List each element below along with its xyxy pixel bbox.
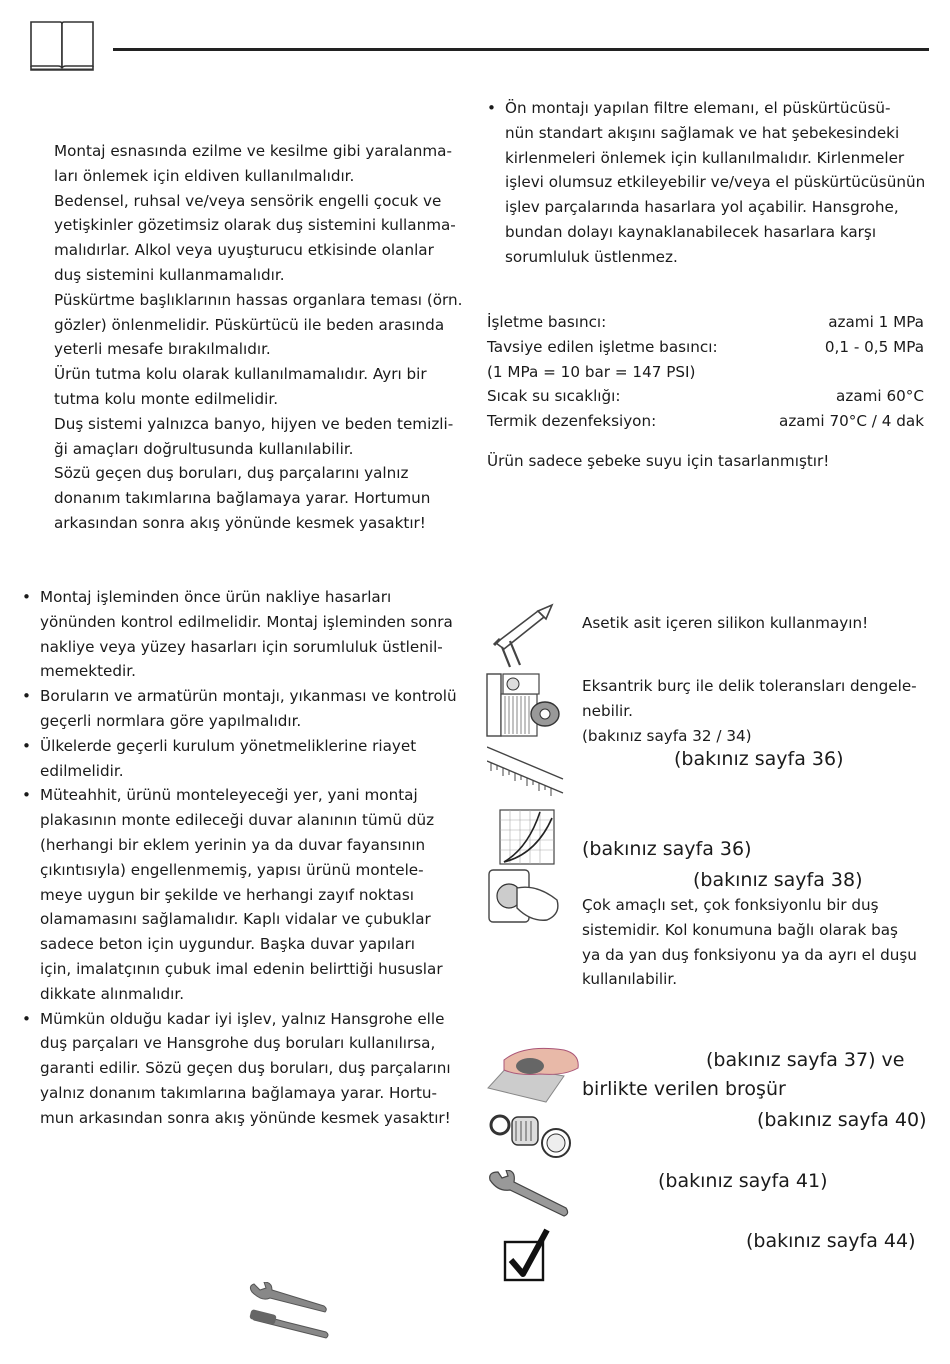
function-text: Çok amaçlı set, çok fonksiyonlu bir duş sistemidir. Kol konumuna bağlı olarak baş ya da yan duş fonksiyonu ya da ayrı el duşu kullanılabilir. xyxy=(582,896,917,989)
spec-value: azami 1 MPa xyxy=(828,313,924,331)
spec-row xyxy=(487,360,924,385)
filter-section xyxy=(487,96,932,270)
ruler-icon xyxy=(487,745,567,805)
spec-label: Tavsiye edilen işletme basıncı: xyxy=(487,337,718,356)
safety-paragraph: Ürün tutma kolu olarak kullanılmamalıdır. Ayrı bir tutma kolu monte edilmelidir. xyxy=(54,365,427,408)
spec-label: Termik dezenfeksiyon: xyxy=(487,412,657,431)
eccentric-note: Eksantrik burç ile delik toleransları dengele- nebilir. (bakınız sayfa 32 / 34) xyxy=(582,677,917,745)
header-rule xyxy=(113,48,929,51)
spec-value: azami 70°C / 4 dak xyxy=(779,412,924,431)
aerator-parts-icon xyxy=(488,1107,574,1163)
eccentric-fitting-icon xyxy=(485,670,565,742)
checkmark-icon xyxy=(503,1228,551,1284)
cleaning-ref: (bakınız sayfa 37) ve xyxy=(706,1049,905,1071)
spec-row xyxy=(487,310,924,335)
spec-row xyxy=(487,335,924,360)
filter-bullet: • Ön montajı yapılan filtre elemanı, el püskürtücüsü- nün standart akışını sağlamak ve hat şebekesindeki kirlenmeleri önlemek için kullanılmalıdır. Kirlenmeler işlevi olumsuz etkileyebilir ve/veya el püskürtücüsünün işlev parçalarında hasarlara yol açabilir. Hansgrohe, bundan dolayı kaynaklanabilecek hasarlara karşı sorumluluk üstlenmez. xyxy=(487,96,932,270)
spec-value: 0,1 - 0,5 MPa xyxy=(824,337,924,356)
mounting-bullet: • Ülkelerde geçerli kurulum yönetmeliklerine riayet edilmelidir. xyxy=(22,734,472,784)
mounting-bullet: • Montaj işleminden önce ürün nakliye hasarları yönünden kontrol edilmelidir. Montaj işleminden sonra nakliye veya yüzey hasarları için sorumluluk üstlenil- memektedir. xyxy=(22,585,472,684)
safety-section xyxy=(54,139,474,536)
cleaning-brochure: birlikte verilen broşür xyxy=(582,1078,786,1100)
tools-icon xyxy=(246,1282,330,1340)
mounting-bullet: • Müteahhit, ürünü monteleyeceği yer, yani montaj plakasının monte edileceği duvar alanının tümü düz (herhangi bir eklem yerinin ya da duvar fayansının çıkıntısıyla) engellenmemiş, yapısı ürünü montele- meye uygun bir şekilde ve herhangi zayıf noktası olamamasını sağlamalıdır. Kaplı vidalar ve çubuklar sadece beton için uygundur. Başka duvar yapıları için, imalatçının çubuk imal edenin belirttiği hususlar dikkate alınmalıdır. xyxy=(22,783,472,1006)
safety-paragraph: Montaj esnasında ezilme ve kesilme gibi yaralanma- ları önlemek için eldiven kullanılmalıdır. xyxy=(54,142,452,185)
silicone-gun-icon xyxy=(490,603,560,671)
flow-ref: (bakınız sayfa 36) xyxy=(582,838,752,860)
safety-paragraph: Püskürtme başlıklarının hassas organlara teması (örn. gözler) önlenmelidir. Püskürtücü ile beden arasında yeterli mesafe bırakılmalıdır. xyxy=(54,290,463,359)
handle-operation-icon xyxy=(487,866,563,926)
specs-table xyxy=(487,310,924,474)
silicone-note: Asetik asit içeren silikon kullanmayın! xyxy=(582,614,869,632)
spec-row xyxy=(487,409,924,434)
cleaning-hand-icon xyxy=(484,1036,584,1104)
wrench-icon xyxy=(486,1170,570,1222)
flow-chart-icon xyxy=(498,808,556,866)
supply-note: Ürün sadece şebeke suyu için tasarlanmıştır! xyxy=(487,451,830,470)
mounting-bullet: • Mümkün olduğu kadar iyi işlev, yalnız Hansgrohe elle duş parçaları ve Hansgrohe duş boruları kullanılırsa, garanti edilir. Sözü geçen duş boruları, duş parçalarını yalnız donanım takımlarına bağlamaya yarar. Hortu- mun arkasından sonra akış yönünde kesmek yasaktır! xyxy=(22,1007,472,1131)
safety-paragraph: Duş sistemi yalnızca banyo, hijyen ve beden temizli- ği amaçları doğrultusunda kullanılabilir. xyxy=(54,414,454,458)
service-ref: (bakınız sayfa 41) xyxy=(658,1170,828,1192)
parts-ref: (bakınız sayfa 40) xyxy=(757,1109,927,1131)
dimensions-ref: (bakınız sayfa 36) xyxy=(674,748,844,770)
spec-value: azami 60°C xyxy=(836,387,924,406)
spec-label: İşletme basıncı: xyxy=(487,313,607,331)
spec-label: Sıcak su sıcaklığı: xyxy=(487,387,621,406)
mounting-bullet: • Boruların ve armatürün montajı, yıkanması ve kontrolü geçerli normlara göre yapılmalıdır. xyxy=(22,684,472,734)
test-ref: (bakınız sayfa 44) xyxy=(746,1230,916,1252)
function-ref: (bakınız sayfa 38) xyxy=(693,869,863,891)
open-book-icon xyxy=(28,18,96,74)
spec-label: (1 MPa = 10 bar = 147 PSI) xyxy=(487,362,696,381)
safety-paragraph: Bedensel, ruhsal ve/veya sensörik engelli çocuk ve yetişkinler gözetimsiz olarak duş sistemini kullanma- malıdırlar. Alkol veya uyuşturucu etkisinde olanlar duş sistemini kullanmamalıdır. xyxy=(54,191,456,284)
mounting-section xyxy=(22,585,472,1131)
spec-row xyxy=(487,384,924,409)
safety-paragraph: Sözü geçen duş boruları, duş parçalarını yalnız donanım takımlarına bağlamaya yarar. Hortumun arkasından sonra akış yönünde kesmek yasaktır! xyxy=(54,464,431,532)
